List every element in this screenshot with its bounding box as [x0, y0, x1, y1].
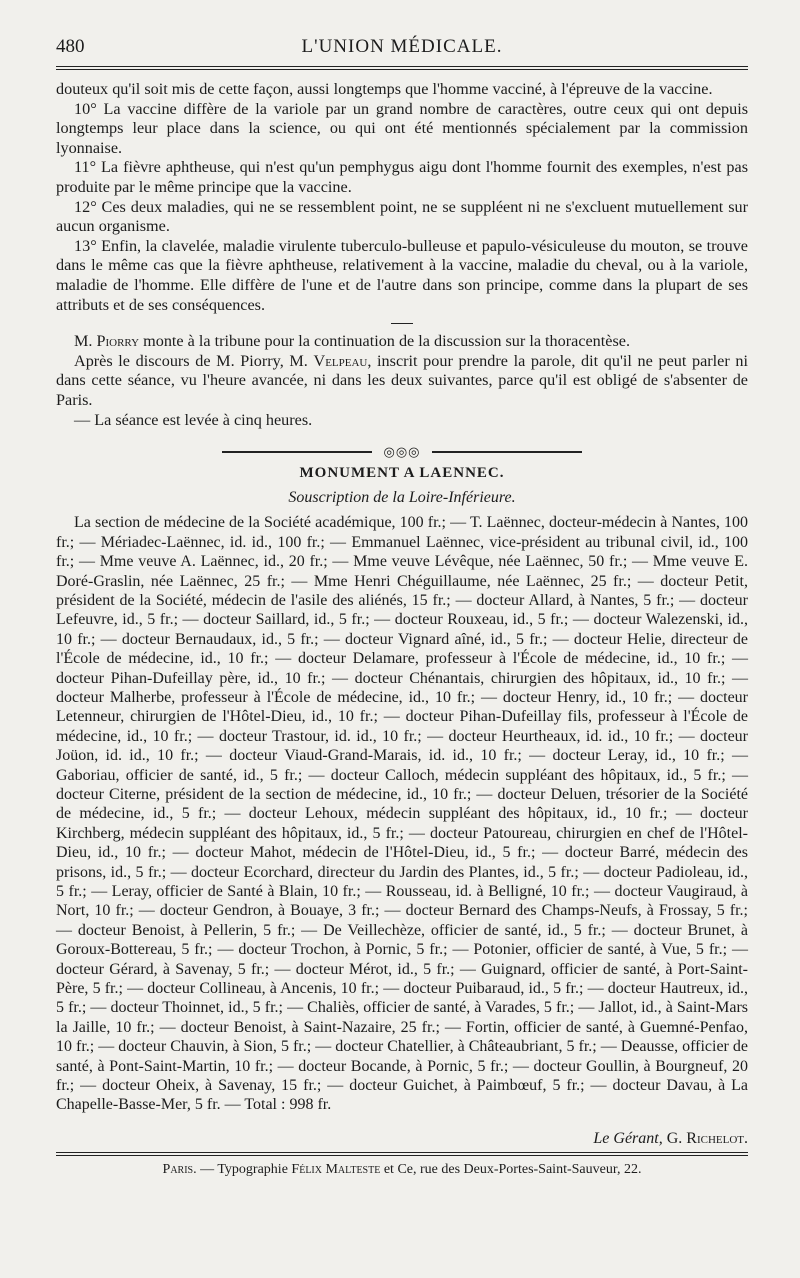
imprint-text: — Typographie — [196, 1162, 292, 1178]
footer-rule — [56, 1152, 748, 1156]
imprint-line — [56, 1162, 748, 1178]
session-paragraph: — La séance est levée à cinq heures. — [74, 410, 313, 429]
section-title: MONUMENT A LAENNEC. — [299, 465, 505, 482]
paragraph: 11° La fièvre aphtheuse, qui n'est qu'un pemphygus aigu dont l'homme fournit des exemples, n'est pas produite par le même principe que la vaccine. — [56, 158, 748, 196]
header-rule — [56, 66, 748, 70]
gerant-signature — [56, 1129, 748, 1149]
ornament-glyph: ◎◎◎ — [383, 444, 421, 460]
paragraph: 13° Enfin, la clavelée, maladie virulente tuberculo-bulleuse et papulo-vésiculeuse du mouton, se trouve dans le même cas que la fièvre aphtheuse, relativement à la vaccine, maladie du cheval, ou à la variole, maladie de l'homme. Elle diffère de l'une et de l'autre dans son principe, comme dans la plupart de ses attributs et de ses conséquences. — [56, 236, 748, 314]
paragraph: 12° Ces deux maladies, qui ne se ressemblent point, ne se suppléent ni ne s'excluent mutuellement sur aucun organisme. — [56, 197, 748, 236]
imprint-address: et Ce, rue des Deux-Portes-Saint-Sauveur, 22. — [380, 1162, 642, 1178]
session-paragraph — [56, 332, 748, 352]
session-text: Après le discours de M. Piorry, M. — [74, 351, 314, 370]
imprint-city: Paris. — [162, 1162, 197, 1178]
ornament-line-left — [222, 451, 372, 453]
speaker-name: M. Piorry — [74, 332, 140, 351]
paragraph: 10° La vaccine diffère de la variole par un grand nombre de caractères, outre ceux qui ont depuis longtemps leur place dans la science, ou qui ont été mentionnés spécialement par la commission lyonnaise. — [56, 99, 748, 157]
printer-name: Félix Malteste — [291, 1162, 381, 1178]
subscription-list: La section de médecine de la Société académique, 100 fr.; — T. Laënnec, docteur-médecin à Nantes, 100 fr.; — Mériadec-Laënnec, id. id., 100 fr.; — Emmanuel Laënnec, vice-président au tribunal civil, id., 100 fr.; — Mme veuve A. Laënnec, id., 20 fr.; — Mme veuve Lévêque, née Laënnec, 50 fr.; — Mme veuve E. Doré-Graslin, née Laënnec, 25 fr.; — Mme Henri Chéguillaume, née Laënnec, 25 fr.; — docteur Petit, président de la Société, médecin de l'asile des aliénés, 15 fr.; — docteur Allard, à Nantes, 5 fr.; — docteur Lefeuvre, id., 5 fr.; — docteur Saillard, id., 5 fr.; — docteur Rouxeau, id., 5 fr.; — docteur Walezenski, id., 10 fr.; — docteur Bernaudaux, id., 5 fr.; — docteur Vignard aîné, id., 5 fr.; — docteur Helie, directeur de l'École de médecine, id., 10 fr.; — docteur Delamare, professeur à l'École de médecine, id., 10 fr.; — docteur Pihan-Dufeillay père, id., 10 fr.; — docteur Chénantais, chirurgien des hôpitaux, id., 10 fr.; — docteur Malherbe, professeur à l'École de médecine, id., 10 fr.; — docteur Henry, id., 10 fr.; — docteur Letenneur, chirurgien de l'Hôtel-Dieu, id., 10 fr.; — docteur Pihan-Dufeillay fils, professeur à l'École de médecine, id., 10 fr.; — docteur Trastour, id. id., 10 fr.; — docteur Heurtheaux, id. id., 10 fr.; — docteur Joüon, id. id., 10 fr.; — docteur Viaud-Grand-Marais, id. id., 10 fr.; — docteur Leray, id., 10 fr.; — Gaboriau, officier de santé, id., 5 fr.; — docteur Calloch, médecin suppléant des hôpitaux, id., 5 fr.; — docteur Citerne, président de la section de médecine, id., 10 fr.; — docteur Deluen, trésorier de la Société de médecine, id., 5 fr.; — docteur Lehoux, médecin suppléant des hôpitaux, id., 10 fr.; — docteur Kirchberg, médecin suppléant des hôpitaux, id., 5 fr.; — docteur Patoureau, chirurgien en chef de l'Hôtel-Dieu, id., 10 fr.; — docteur Mahot, médecin de l'Hôtel-Dieu, id., 5 fr.; — docteur Barré, médecin des prisons, id., 5 fr.; — docteur Ecorchard, directeur du Jardin des Plantes, id., 5 fr.; — docteur Padioleau, id., 5 fr.; — Leray, officier de Santé à Blain, 10 fr.; — Rousseau, id. à Belligné, 10 fr.; — docteur Vaugiraud, à Nort, 10 fr.; — docteur Gendron, à Bouaye, 3 fr.; — docteur Bernard des Champs-Neufs, à Frossay, 5 fr.; — docteur Benoist, à Pellerin, 5 fr.; — De Veillechèze, officier de santé, id., 5 fr.; — docteur Brunet, à Goroux-Bottereau, 5 fr.; — docteur Trochon, à Pornic, 5 fr.; — Potonier, officier de santé, à Vue, 5 fr.; — docteur Gérard, à Savenay, 5 fr.; — docteur Mérot, id., 5 fr.; — Guignard, officier de santé, à Port-Saint-Père, 5 fr.; — docteur Collineau, à Ancenis, 10 fr.; — docteur Puibaraud, id., 5 fr.; — docteur Hautreux, id., 5 fr.; — docteur Thoinnet, id., 5 fr.; — Chaliès, officier de santé, à Varades, 5 fr.; — Jallot, id., à Saint-Mars la Jaille, 10 fr.; — docteur Benoist, à Saint-Nazaire, 25 fr.; — Fortin, officier de santé, à Guemné-Penfao, 10 fr.; — docteur Chauvin, à Sion, 5 fr.; — docteur Chatellier, à Châteaubriant, 5 fr.; — Deausse, officier de santé, à Pont-Saint-Martin, 10 fr.; — docteur Bocande, à Pornic, 5 fr.; — docteur Goullin, à Bourgneuf, 20 fr.; — docteur Oheix, à Savenay, 15 fr.; — docteur Guichet, à Paimbœuf, 5 fr.; — docteur Davau, à La Chapelle-Basse-Mer, 5 fr. — Total : 998 fr. — [56, 514, 748, 1114]
running-title: L'UNION MÉDICALE. — [301, 36, 503, 57]
section-subtitle: Souscription de la Loire-Inférieure. — [288, 488, 516, 506]
gerant-name: G. Richelot. — [666, 1129, 748, 1147]
separator-rule — [391, 323, 413, 324]
session-text: monte à la tribune pour la continuation de la discussion sur la thoracentèse. — [139, 332, 630, 351]
ornament-rule — [222, 446, 582, 458]
page-number: 480 — [56, 36, 85, 57]
paragraph: douteux qu'il soit mis de cette façon, aussi longtemps que l'homme vacciné, à l'épreuve de la vaccine. — [56, 80, 713, 98]
speaker-name: Velpeau — [313, 351, 368, 370]
session-text: , inscrit pour prendre la parole, dit qu'il ne peut parler ni dans cette séance, vu l'heure avancée, ni dans les deux suivantes, parce qu'il est obligé de s'absenter de Paris. — [56, 351, 748, 409]
gerant-label: Le Gérant, — [593, 1129, 663, 1147]
body-text — [56, 80, 748, 1148]
ornament-line-right — [432, 451, 582, 453]
session-paragraph — [56, 352, 748, 411]
running-header — [56, 32, 748, 60]
